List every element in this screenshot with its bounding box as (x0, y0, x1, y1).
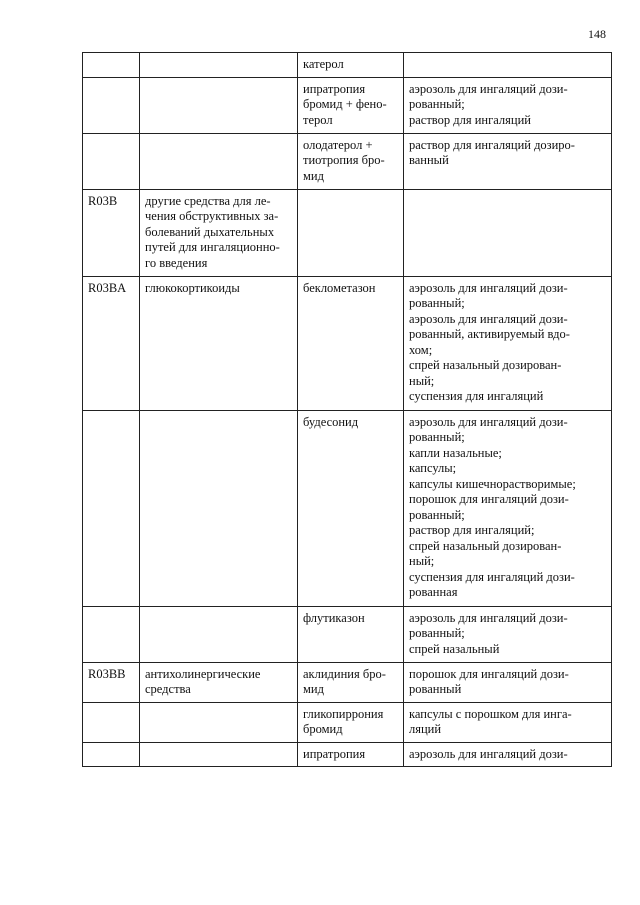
dosage-form-line: рованный; (409, 296, 465, 310)
group-name-cell (140, 662, 298, 702)
drug-name-cell (298, 410, 404, 606)
group-name-line: другие средства для ле- (145, 193, 271, 208)
atc-code-cell: R03B (83, 189, 140, 276)
dosage-form-line: аэрозоль для ингаляций дози- (409, 81, 568, 96)
dosage-form-cell (404, 606, 612, 662)
group-name-cell (140, 77, 298, 133)
group-name-cell (140, 742, 298, 767)
dosage-form-line: порошок для ингаляций дози- (409, 666, 569, 681)
drug-name-line: катерол (303, 57, 344, 71)
dosage-form-cell (404, 77, 612, 133)
dosage-form-cell (404, 410, 612, 606)
dosage-form-line: рованный, активируемый вдо- (409, 327, 570, 341)
dosage-form-line: раствор для ингаляций (409, 112, 531, 127)
dosage-form-line: аэрозоль для ингаляций дози- (409, 414, 568, 429)
dosage-form-line: хом; (409, 342, 433, 357)
drug-name-cell (298, 662, 404, 702)
atc-code-cell (83, 77, 140, 133)
drug-name-line: будесонид (303, 414, 359, 429)
dosage-form-line: капсулы кишечнорастворимые; (409, 476, 576, 491)
group-name-cell (140, 189, 298, 276)
dosage-form-cell (404, 702, 612, 742)
drug-name-line: олодатерол + (303, 137, 373, 152)
dosage-form-line: капли назальные; (409, 445, 502, 460)
group-name-cell (140, 133, 298, 189)
drug-name-line: бромид (303, 722, 343, 736)
dosage-form-line: ванный (409, 153, 449, 167)
dosage-form-line: суспензия для ингаляций (409, 389, 544, 403)
dosage-form-line: рованный (409, 682, 462, 696)
drug-name-cell (298, 276, 404, 410)
group-name-line: болеваний дыхательных (145, 224, 275, 239)
atc-code-cell (83, 742, 140, 767)
table-row (83, 189, 612, 276)
dosage-form-line: раствор для ингаляций; (409, 523, 535, 537)
group-name-line: глюкокортикоиды (145, 280, 240, 295)
dosage-form-line: капсулы с порошком для инга- (409, 706, 572, 721)
dosage-form-cell (404, 276, 612, 410)
atc-code-cell: R03BA (83, 276, 140, 410)
atc-code-cell (83, 606, 140, 662)
atc-code-cell (83, 410, 140, 606)
dosage-form-line: спрей назальный дозирован- (409, 358, 562, 372)
drug-name-line: тиотропия бро- (303, 153, 385, 167)
group-name-cell (140, 276, 298, 410)
drug-classification-table (82, 52, 612, 767)
table-row (83, 702, 612, 742)
group-name-cell (140, 53, 298, 78)
dosage-form-line: суспензия для ингаляций дози- (409, 569, 575, 584)
drug-name-line: ипратропия (303, 81, 366, 96)
dosage-form-line: порошок для ингаляций дози- (409, 492, 569, 506)
group-name-cell (140, 702, 298, 742)
drug-name-line: беклометазон (303, 280, 376, 295)
dosage-form-line: ляций (409, 722, 442, 736)
atc-code-cell (83, 133, 140, 189)
drug-name-cell (298, 189, 404, 276)
group-name-line: путей для ингаляционно- (145, 240, 280, 254)
dosage-form-line: рованный; (409, 97, 465, 111)
dosage-form-line: рованный; (409, 507, 465, 522)
table-row (83, 606, 612, 662)
dosage-form-line: рованный; (409, 626, 465, 640)
table-row (83, 662, 612, 702)
table-row (83, 53, 612, 78)
drug-name-cell (298, 742, 404, 767)
drug-name-line: флутиказон (303, 610, 365, 625)
table-row (83, 742, 612, 767)
drug-name-cell (298, 77, 404, 133)
group-name-cell (140, 606, 298, 662)
drug-name-line: ипратропия (303, 746, 366, 761)
drug-name-cell (298, 606, 404, 662)
drug-name-cell (298, 702, 404, 742)
group-name-line: средства (145, 682, 191, 696)
drug-name-line: терол (303, 112, 333, 127)
dosage-form-cell (404, 662, 612, 702)
dosage-form-cell (404, 189, 612, 276)
drug-name-line: гликопиррония (303, 706, 384, 721)
group-name-line: антихолинергические (145, 666, 261, 681)
drug-name-line: мид (303, 682, 324, 696)
dosage-form-cell (404, 53, 612, 78)
drug-name-line: бромид + фено- (303, 97, 387, 111)
drug-name-line: аклидиния бро- (303, 666, 386, 681)
dosage-form-line: рованная (409, 585, 458, 599)
page-number: 148 (588, 27, 606, 41)
group-name-line: чения обструктивных за- (145, 209, 279, 223)
atc-code-cell (83, 702, 140, 742)
group-name-line: го введения (145, 255, 208, 270)
drug-name-line: мид (303, 168, 324, 183)
dosage-form-line: ный; (409, 554, 435, 568)
table-row (83, 77, 612, 133)
dosage-form-line: аэрозоль для ингаляций дози- (409, 746, 568, 761)
dosage-form-line: ный; (409, 373, 435, 388)
dosage-form-cell (404, 742, 612, 767)
dosage-form-line: спрей назальный (409, 641, 500, 656)
drug-name-cell (298, 53, 404, 78)
drug-name-cell (298, 133, 404, 189)
atc-code-cell: R03BB (83, 662, 140, 702)
table-row (83, 276, 612, 410)
table-row (83, 410, 612, 606)
dosage-form-line: рованный; (409, 430, 465, 444)
dosage-form-line: аэрозоль для ингаляций дози- (409, 311, 568, 326)
dosage-form-line: аэрозоль для ингаляций дози- (409, 610, 568, 625)
atc-code-cell (83, 53, 140, 78)
dosage-form-line: раствор для ингаляций дозиро- (409, 137, 575, 152)
dosage-form-line: спрей назальный дозирован- (409, 538, 562, 553)
group-name-cell (140, 410, 298, 606)
dosage-form-line: аэрозоль для ингаляций дози- (409, 280, 568, 295)
dosage-form-cell (404, 133, 612, 189)
dosage-form-line: капсулы; (409, 461, 457, 475)
table-row (83, 133, 612, 189)
